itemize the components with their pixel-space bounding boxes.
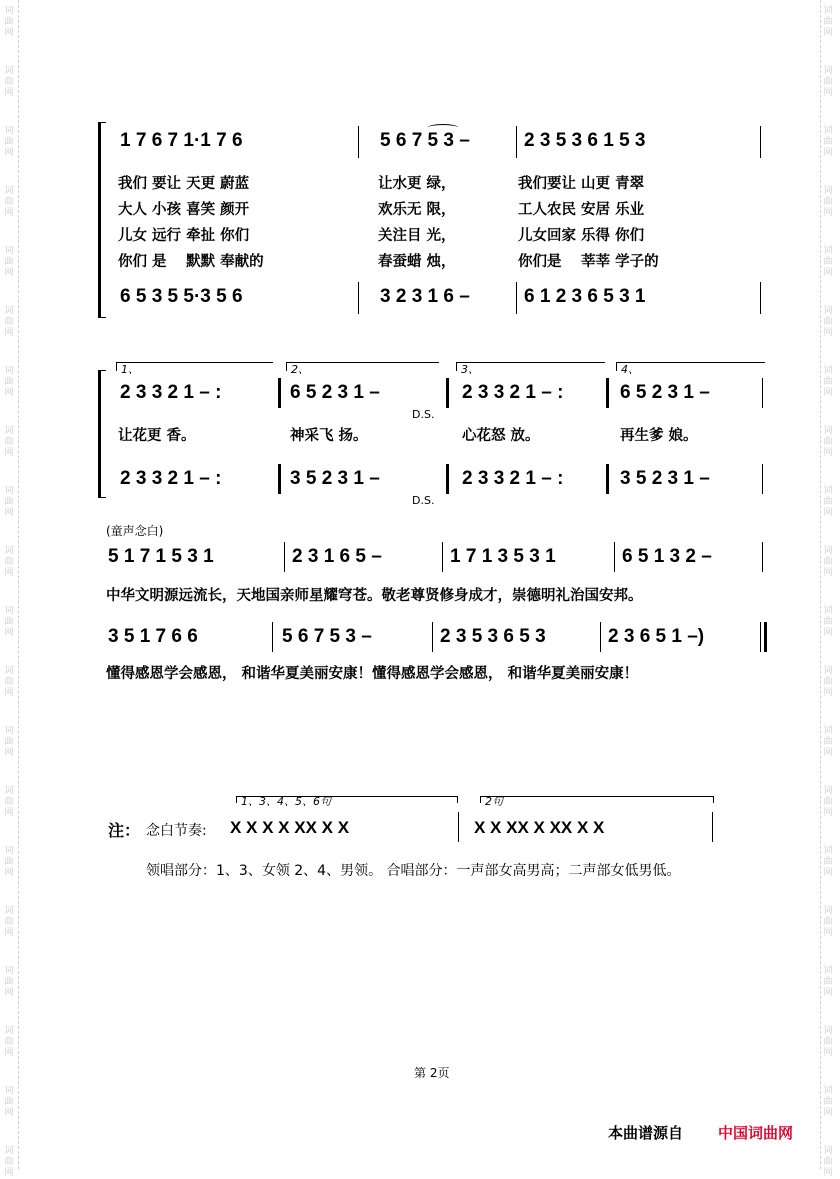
watermark-text: 词曲网	[823, 846, 833, 878]
notes-prefix: 注：	[108, 821, 141, 840]
barline	[358, 282, 359, 314]
system2-lyric-4: 再生爹 娘。	[620, 428, 698, 444]
barline	[712, 812, 713, 842]
barline	[762, 464, 763, 494]
system1-brace	[98, 122, 106, 318]
watermark-text: 词曲网	[823, 366, 833, 398]
system1-staff1-measure3: 2 3 5 3 6 1 5 3	[524, 130, 646, 151]
volta-3-label: 3、	[461, 363, 479, 376]
watermark-text: 词曲网	[4, 1086, 14, 1118]
recitation-line1-m2: 2 3 1 6 5 –	[292, 546, 382, 567]
system1-lyric-line4-a: 你们 是 默默 奉献的	[118, 254, 264, 270]
recitation-line2-m1: 3 5 1 7 6 6	[108, 626, 198, 647]
watermark-text: 词曲网	[823, 6, 833, 38]
ds-marker: D.S.	[412, 408, 435, 421]
recitation-line1-m3: 1 7 1 3 5 3 1	[450, 546, 556, 567]
system1-lyric-line4-b: 春蚕蜡 烛，	[378, 254, 456, 270]
watermark-text: 词曲网	[4, 546, 14, 578]
watermark-text: 词曲网	[4, 366, 14, 398]
system2-lyric-1: 让花更 香。	[118, 428, 196, 444]
system1-lyric-line3-a: 儿女 远行 牵扯 你们	[118, 228, 250, 244]
watermark-text: 词曲网	[823, 966, 833, 998]
barline	[516, 126, 517, 158]
watermark-text: 词曲网	[823, 486, 833, 518]
watermark-text: 词曲网	[4, 606, 14, 638]
recitation-label: (童声念白)	[106, 524, 164, 538]
system2-staff1-m3: 2 3 3 2 1 – :	[462, 382, 564, 403]
barline	[442, 542, 443, 572]
rhythm-bracket-1-label: 1、3、4、5、6句	[241, 795, 331, 808]
watermark-text: 词曲网	[4, 726, 14, 758]
barline	[760, 126, 761, 158]
system1-lyric-line1-a: 我们 要让 天更 蔚蓝	[118, 176, 250, 192]
system1-lyric-line1-c: 我们要让 山更 青翠	[518, 176, 645, 192]
watermark-text: 词曲网	[4, 786, 14, 818]
system1-staff1-measure1: 1 7 6 7 1·1 7 6	[120, 130, 243, 151]
barline	[600, 622, 601, 652]
watermark-text: 词曲网	[4, 846, 14, 878]
double-barline	[446, 378, 449, 408]
system1-lyric-line1-b: 让水更 绿，	[378, 176, 456, 192]
parts-description: 领唱部分：1、3、女领 2、4、男领。 合唱部分：一声部女高男高；二声部女低男低。	[146, 863, 681, 879]
barline	[762, 378, 763, 408]
watermark-text: 词曲网	[4, 486, 14, 518]
recitation-lyric-2: 懂得感恩学会感恩， 和谐华夏美丽安康！懂得感恩学会感恩， 和谐华夏美丽安康！	[106, 666, 639, 682]
rhythm-bracket-2-label: 2句	[485, 795, 503, 808]
system2-staff2-m4: 3 5 2 3 1 –	[620, 468, 710, 489]
watermark-text: 词曲网	[823, 306, 833, 338]
volta-2	[286, 362, 439, 376]
system2-staff2-m1: 2 3 3 2 1 – :	[120, 468, 222, 489]
system1-lyric-line3-c: 儿女回家 乐得 你们	[518, 228, 645, 244]
watermark-text: 词曲网	[4, 906, 14, 938]
repeat-barline	[278, 378, 281, 408]
watermark-text: 词曲网	[4, 426, 14, 458]
system1-staff2-measure1: 6 5 3 5 5·3 5 6	[120, 286, 243, 307]
page-number: 第 2页	[414, 1066, 450, 1080]
watermark-text: 词曲网	[4, 246, 14, 278]
volta-4-label: 4、	[621, 363, 639, 376]
system2-lyric-2: 神采飞 扬。	[290, 428, 368, 444]
system2-staff2-m3: 2 3 3 2 1 – :	[462, 468, 564, 489]
system2-brace	[98, 370, 106, 498]
watermark-text: 词曲网	[823, 906, 833, 938]
recitation-line1-m1: 5 1 7 1 5 3 1	[108, 546, 214, 567]
watermark-text: 词曲网	[4, 126, 14, 158]
barline	[284, 542, 285, 572]
watermark-text: 词曲网	[4, 1026, 14, 1058]
system1-staff2-measure2: 3 2 3 1 6 –	[380, 286, 470, 307]
footer-source: 本曲谱源自	[608, 1124, 684, 1142]
recitation-lyric-1: 中华文明源远流长，天地国亲师星耀穹苍。敬老尊贤修身成才，崇德明礼治国安邦。	[106, 588, 643, 604]
slur	[428, 124, 458, 131]
watermark-text: 词曲网	[823, 426, 833, 458]
watermark-text: 词曲网	[823, 1146, 833, 1178]
rhythm-label: 念白节奏:	[146, 823, 207, 839]
rhythm-pattern-2: X X XX X XX X X	[474, 818, 605, 837]
watermark-text: 词曲网	[4, 1146, 14, 1178]
watermark-text: 词曲网	[823, 126, 833, 158]
rhythm-bracket-2	[480, 795, 714, 808]
double-barline	[446, 464, 449, 494]
watermark-text: 词曲网	[823, 546, 833, 578]
watermark-text: 词曲网	[4, 306, 14, 338]
watermark-text: 词曲网	[823, 786, 833, 818]
system1-staff2-measure3: 6 1 2 3 6 5 3 1	[524, 286, 646, 307]
ds-marker-2: D.S.	[412, 494, 435, 507]
system1-staff1-measure2: 5 6 7 5 3 –	[380, 130, 470, 151]
barline	[762, 542, 763, 572]
watermark-text: 词曲网	[4, 6, 14, 38]
watermark-text: 词曲网	[823, 606, 833, 638]
watermark-text: 词曲网	[823, 666, 833, 698]
watermark-text: 词曲网	[823, 1026, 833, 1058]
volta-2-label: 2、	[291, 363, 309, 376]
final-barline-thick	[764, 622, 767, 652]
watermark-text: 词曲网	[4, 666, 14, 698]
watermark-text: 词曲网	[823, 726, 833, 758]
repeat-barline	[278, 464, 281, 494]
watermark-text: 词曲网	[823, 1086, 833, 1118]
system2-staff1-m2: 6 5 2 3 1 –	[290, 382, 380, 403]
barline	[358, 126, 359, 158]
system2-lyric-3: 心花怒 放。	[462, 428, 540, 444]
barline	[272, 622, 273, 652]
volta-3	[456, 362, 605, 376]
watermark-text: 词曲网	[823, 186, 833, 218]
recitation-line2-m3: 2 3 5 3 6 5 3	[440, 626, 546, 647]
watermark-text: 词曲网	[823, 66, 833, 98]
watermark-text: 词曲网	[4, 966, 14, 998]
footer-site-link[interactable]: 中国词曲网	[718, 1124, 794, 1142]
rhythm-pattern-1: X X X X XX X X	[230, 818, 350, 837]
system2-staff1-m1: 2 3 3 2 1 – :	[120, 382, 222, 403]
volta-4	[616, 362, 765, 376]
volta-1	[116, 362, 273, 376]
volta-1-label: 1、	[121, 363, 139, 376]
final-barline	[760, 622, 761, 652]
system1-lyric-line2-b: 欢乐无 限，	[378, 202, 456, 218]
barline	[760, 282, 761, 314]
system1-lyric-line2-c: 工人农民 安居 乐业	[518, 202, 645, 218]
barline	[614, 542, 615, 572]
recitation-line1-m4: 6 5 1 3 2 –	[622, 546, 712, 567]
repeat-barline	[606, 378, 609, 408]
system1-lyric-line4-c: 你们是 莘莘 学子的	[518, 254, 659, 270]
system2-staff2-m2: 3 5 2 3 1 –	[290, 468, 380, 489]
system1-lyric-line3-b: 关注目 光，	[378, 228, 456, 244]
rhythm-bracket-1	[236, 795, 458, 808]
barline	[516, 282, 517, 314]
watermark-text: 词曲网	[4, 186, 14, 218]
recitation-line2-m4: 2 3 6 5 1 –)	[608, 626, 705, 647]
system2-staff1-m4: 6 5 2 3 1 –	[620, 382, 710, 403]
system1-lyric-line2-a: 大人 小孩 喜笑 颜开	[118, 202, 250, 218]
watermark-text: 词曲网	[823, 246, 833, 278]
watermark-text: 词曲网	[4, 66, 14, 98]
barline	[458, 812, 459, 842]
recitation-line2-m2: 5 6 7 5 3 –	[282, 626, 372, 647]
repeat-barline	[606, 464, 609, 494]
barline	[432, 622, 433, 652]
